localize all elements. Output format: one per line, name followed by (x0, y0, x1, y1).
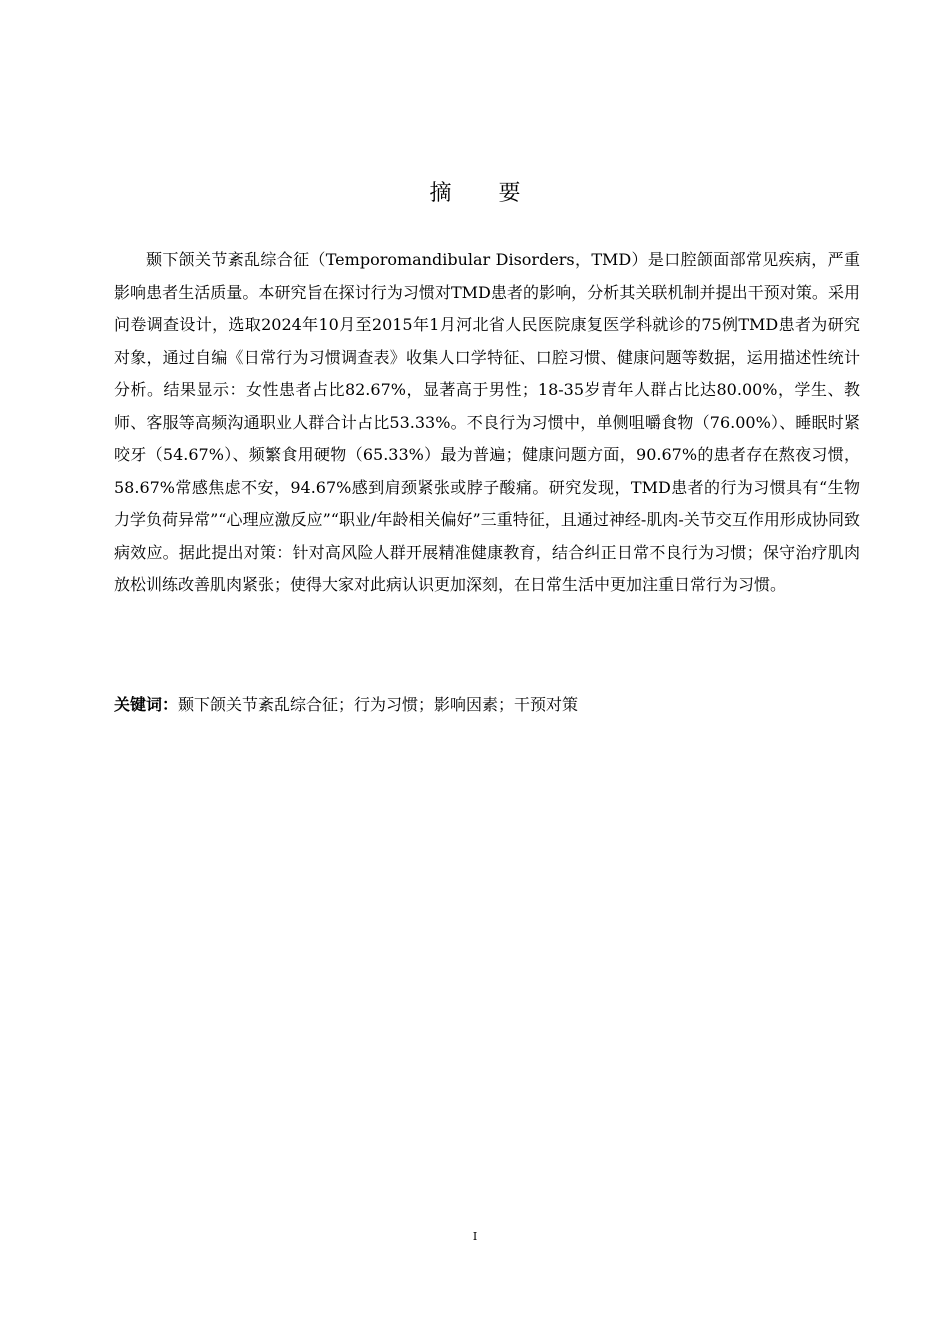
page-number: I (472, 1230, 478, 1243)
keywords-line (114, 689, 860, 721)
keywords-label: 关键词： (114, 695, 179, 714)
keywords-text: 颞下颌关节紊乱综合征；行为习惯；影响因素；干预对策 (178, 695, 579, 714)
abstract-heading: 摘 要 (429, 181, 541, 206)
abstract-body: 颞下颌关节紊乱综合征（Temporomandibular Disorders，TMD）是口腔颌面部常见疾病，严重影响患者生活质量。本研究旨在探讨行为习惯对TMD患者的影响，分析其关联机制并提出干预对策。采用问卷调查设计，选取2024年10月至2015年1月河北省人民医院康复医学科就诊的75例TMD患者为研究对象，通过自编《日常行为习惯调查表》收集人口学特征、口腔习惯、健康问题等数据，运用描述性统计分析。结果显示：女性患者占比82.67%，显著高于男性；18-35岁青年人群占比达80.00%，学生、教师、客服等高频沟通职业人群合计占比53.33%。不良行为习惯中，单侧咀嚼食物（76.00%）、睡眠时紧咬牙（54.67%）、频繁食用硬物（65.33%）最为普遍；健康问题方面，90.67%的患者存在熬夜习惯，58.67%常感焦虑不安，94.67%感到肩颈紧张或脖子酸痛。研究发现，TMD患者的行为习惯具有“生物力学负荷异常”“心理应激反应”“职业/年龄相关偏好”三重特征，且通过神经-肌肉-关节交互作用形成协同致病效应。据此提出对策：针对高风险人群开展精准健康教育，结合纠正日常不良行为习惯；保守治疗肌肉放松训练改善肌肉紧张；使得大家对此病认识更加深刻，在日常生活中更加注重日常行为习惯。 (114, 250, 860, 594)
